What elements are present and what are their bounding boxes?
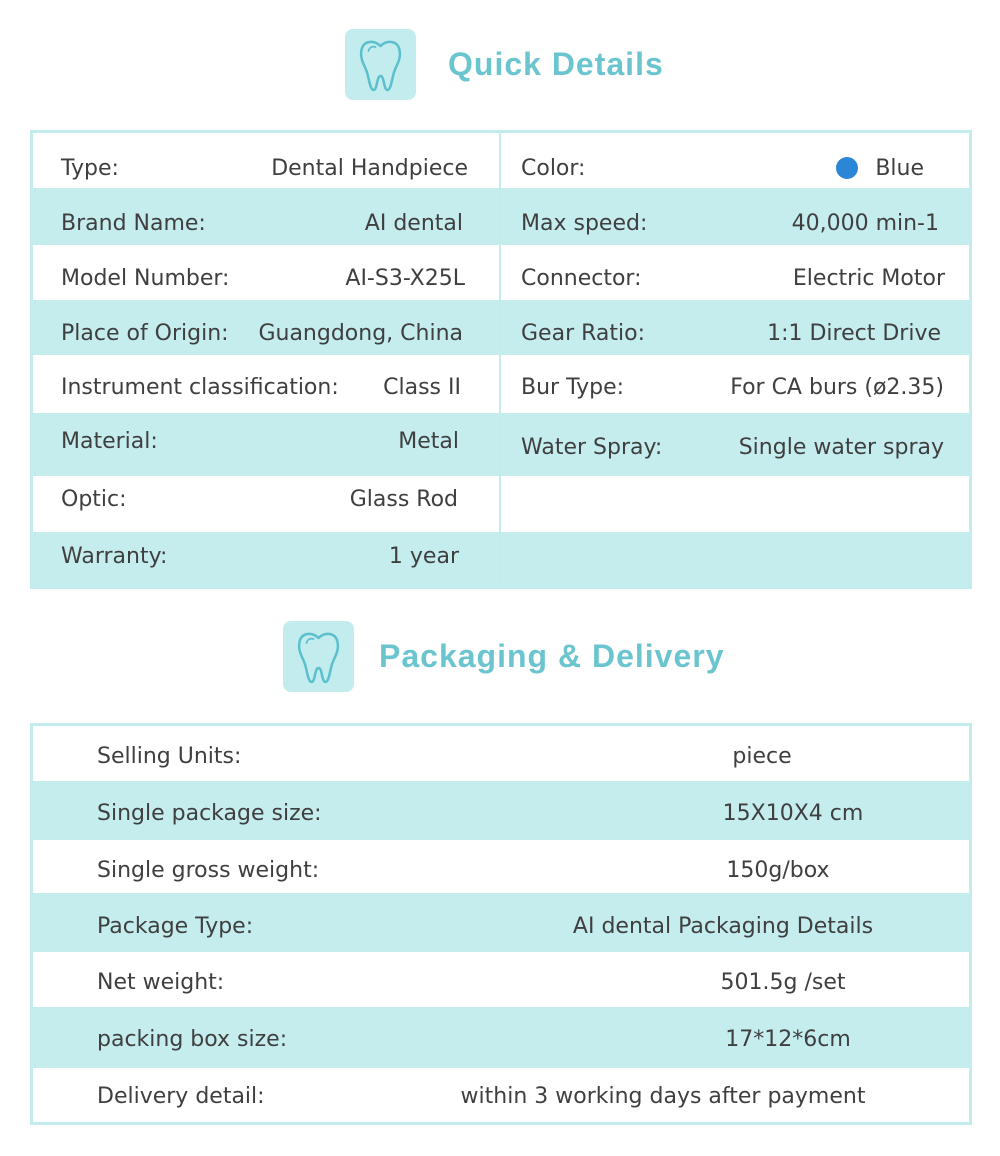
packaging-table (30, 723, 972, 1125)
field-value: AI-S3-X25L (345, 265, 465, 291)
field-label: Type: (61, 155, 119, 181)
section-title: Packaging & Delivery (379, 638, 725, 674)
field-value: Metal (398, 428, 459, 454)
field-value: 1:1 Direct Drive (767, 320, 941, 346)
field-value: 1 year (388, 543, 459, 569)
field-label: Model Number: (61, 265, 230, 291)
field-label: Bur Type: (521, 374, 625, 400)
field-label: Warranty: (61, 543, 168, 569)
field-value: AI dental Packaging Details (572, 913, 874, 939)
field-value: 150g/box (726, 857, 830, 883)
field-label: Place of Origin: (61, 320, 229, 346)
field-label: Net weight: (97, 969, 225, 995)
field-value: Dental Handpiece (271, 155, 468, 181)
field-value: AI dental (364, 210, 463, 236)
field-label: packing box size: (97, 1026, 288, 1052)
color-value-text: Blue (875, 155, 924, 181)
field-value (836, 153, 924, 183)
field-label: Water Spray: (521, 434, 663, 460)
tooth-tile (283, 621, 354, 692)
field-label: Single gross weight: (97, 857, 320, 883)
color-swatch (836, 157, 858, 179)
field-label: Color: (521, 155, 586, 181)
field-label: Material: (61, 428, 158, 454)
field-value: Class II (383, 374, 461, 400)
field-value: Glass Rod (349, 486, 458, 512)
field-label: Delivery detail: (97, 1083, 265, 1109)
field-value: For CA burs (ø2.35) (730, 374, 944, 400)
column-divider (499, 133, 501, 586)
table-row (33, 476, 969, 532)
field-label: Package Type: (97, 913, 254, 939)
table-row (33, 532, 969, 586)
field-label: Gear Ratio: (521, 320, 645, 346)
field-label: Optic: (61, 486, 127, 512)
field-label: Instrument classification: (61, 374, 339, 400)
table-row (33, 133, 969, 188)
field-label: Brand Name: (61, 210, 206, 236)
field-value: within 3 working days after payment (460, 1083, 866, 1109)
field-value: Single water spray (738, 434, 944, 460)
field-label: Max speed: (521, 210, 648, 236)
tooth-icon (357, 38, 404, 92)
quick-details-table (30, 130, 972, 589)
section-title: Quick Details (448, 46, 664, 82)
field-value: 15X10X4 cm (722, 800, 864, 826)
field-value: 501.5g /set (720, 969, 846, 995)
field-value: 40,000 min-1 (791, 210, 939, 236)
field-value: Electric Motor (792, 265, 945, 291)
tooth-icon (295, 630, 342, 684)
tooth-tile (345, 29, 416, 100)
field-value: 17*12*6cm (725, 1026, 851, 1052)
field-value: piece (732, 743, 792, 769)
field-label: Selling Units: (97, 743, 242, 769)
field-label: Single package size: (97, 800, 322, 826)
field-label: Connector: (521, 265, 642, 291)
quick-details-header (0, 29, 1000, 101)
field-value: Guangdong, China (258, 320, 463, 346)
packaging-header (0, 621, 1000, 693)
